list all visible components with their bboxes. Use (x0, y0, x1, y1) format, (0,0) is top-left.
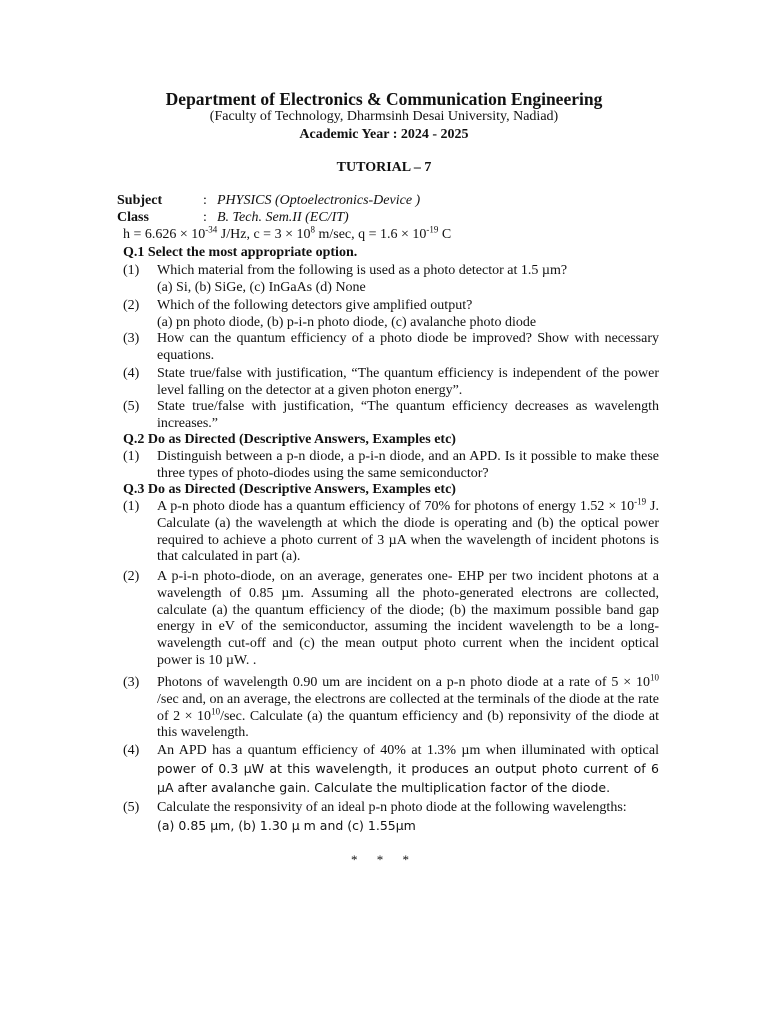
q3-item-2 (123, 569, 659, 670)
q1-item-4 (123, 366, 659, 400)
item-text: An APD has a quantum efficiency of 40% at 1.3% µm when illuminated with optical power of 0.3 µW at this wavelength, it produces an output photo current of 6 µA after avalanche gain. Calculate the multiplication factor of the diode. (157, 743, 659, 795)
item-text: Which of the following detectors give amplified output? (157, 298, 473, 313)
subject-value: PHYSICS (Optoelectronics-Device ) (217, 193, 421, 208)
q1-item-2 (123, 298, 659, 332)
class-colon: : (203, 210, 207, 225)
c-constant: J/Hz, c = 3 × 10 (217, 227, 311, 242)
item-number: (5) (123, 800, 140, 815)
item-number: (3) (123, 331, 140, 346)
q3-item-4 (123, 743, 659, 797)
q1-item-1 (123, 263, 659, 297)
faculty-subtitle: (Faculty of Technology, Dharmsinh Desai University, Nadiad) (209, 109, 559, 124)
item-text: Photons of wavelength 0.90 um are incident on a p-n photo diode at a rate of $5 \times 10^{10}$ /sec and, on an average, the electrons are collected at the terminals of the diode at the rate of $2 \times 10^{10}/\sec$. Calculate (a) the quantum efficiency and (b) reponsivity of the diode at this wavelength. (157, 672, 659, 741)
constants-line (123, 224, 452, 243)
item-number: (1) (123, 499, 140, 514)
item-number: (3) (123, 675, 140, 690)
q3-item-3 (123, 672, 659, 742)
q1-item-5 (123, 399, 659, 433)
item-text: State true/false with justification, “The quantum efficiency decreases as wavelength increases.” (157, 399, 659, 431)
end-stars: * * * (351, 852, 417, 867)
item-number: (2) (123, 569, 140, 584)
class-value: B. Tech. Sem.II (EC/IT) (217, 210, 349, 225)
item-options: (a) pn photo diode, (b) p-i-n photo diode, (c) avalanche photo diode (157, 314, 537, 330)
item-number: (4) (123, 366, 140, 381)
class-label: Class (117, 210, 149, 225)
h-exponent: -34 (205, 224, 218, 235)
c-exponent: 8 (310, 224, 315, 235)
item-number: (2) (123, 298, 140, 313)
academic-year: Academic Year : 2024 - 2025 (299, 127, 469, 142)
q-exponent: -19 (426, 224, 439, 235)
item-text: Which material from the following is used as a photo detector at 1.5 µm? (157, 263, 568, 278)
q1-item-3 (123, 331, 659, 365)
department-title: Department of Electronics & Communication Engineering (165, 89, 603, 109)
q2-item-1 (123, 449, 659, 483)
item-options: (a) Si, (b) SiGe, (c) InGaAs (d) None (157, 279, 366, 295)
subject-label: Subject (117, 193, 163, 208)
item-text: A p-n photo diode has a quantum efficiency of 70% for photons of energy $1.52 \times 10^{-19}$ J. Calculate (a) the wavelength at which the diode is operating and (b) the optical power required to achieve a photo current of 3 µA when the wavelength of incident photons is that calculated in part (a). (157, 496, 660, 565)
tutorial-title: TUTORIAL – 7 (336, 160, 432, 175)
item-text: How can the quantum efficiency of a photo diode be improved? Show with necessary equations. (157, 331, 659, 363)
q-constant: m/sec, q = 1.6 × 10 (314, 227, 427, 242)
q3-item-1 (123, 496, 660, 566)
q1-heading: Q.1 Select the most appropriate option. (123, 245, 358, 260)
item-number: (5) (123, 399, 140, 414)
subject-colon: : (203, 193, 207, 208)
q-unit: C (438, 227, 452, 242)
q3-heading: Q.3 Do as Directed (Descriptive Answers, Examples etc) (123, 482, 456, 497)
item-options: (a) 0.85 µm, (b) 1.30 µ m and (c) 1.55µm (157, 817, 416, 833)
item-number: (4) (123, 743, 140, 758)
q3-item-5 (123, 800, 659, 835)
q2-heading: Q.2 Do as Directed (Descriptive Answers, Examples etc) (123, 432, 456, 447)
h-constant: h = 6.626 × 10 (123, 227, 206, 242)
item-text: A p-i-n photo-diode, on an average, generates one- EHP per two incident photons at a wavelength of 0.85 µm. Assuming all the photo-generated electrons are collected, calculate (a) the quantum efficiency of the diode; (b) the maximum possible band gap energy in eV of the semiconductor, assuming the incident wavelength to be a long-wavelength cut-off and (c) the mean output photo current when the incident optical power is 10 µW. . (157, 569, 659, 668)
item-text: Distinguish between a p-n diode, a p-i-n diode, and an APD. Is it possible to make these three types of photo-diodes using the same semiconductor? (157, 449, 659, 481)
subject-row (117, 193, 420, 209)
item-number: (1) (123, 449, 140, 464)
item-text: Calculate the responsivity of an ideal p-n photo diode at the following wavelengths: (157, 800, 627, 815)
item-text: State true/false with justification, “The quantum efficiency is independent of the power level falling on the detector at a given photon energy”. (157, 366, 659, 398)
item-number: (1) (123, 263, 140, 278)
